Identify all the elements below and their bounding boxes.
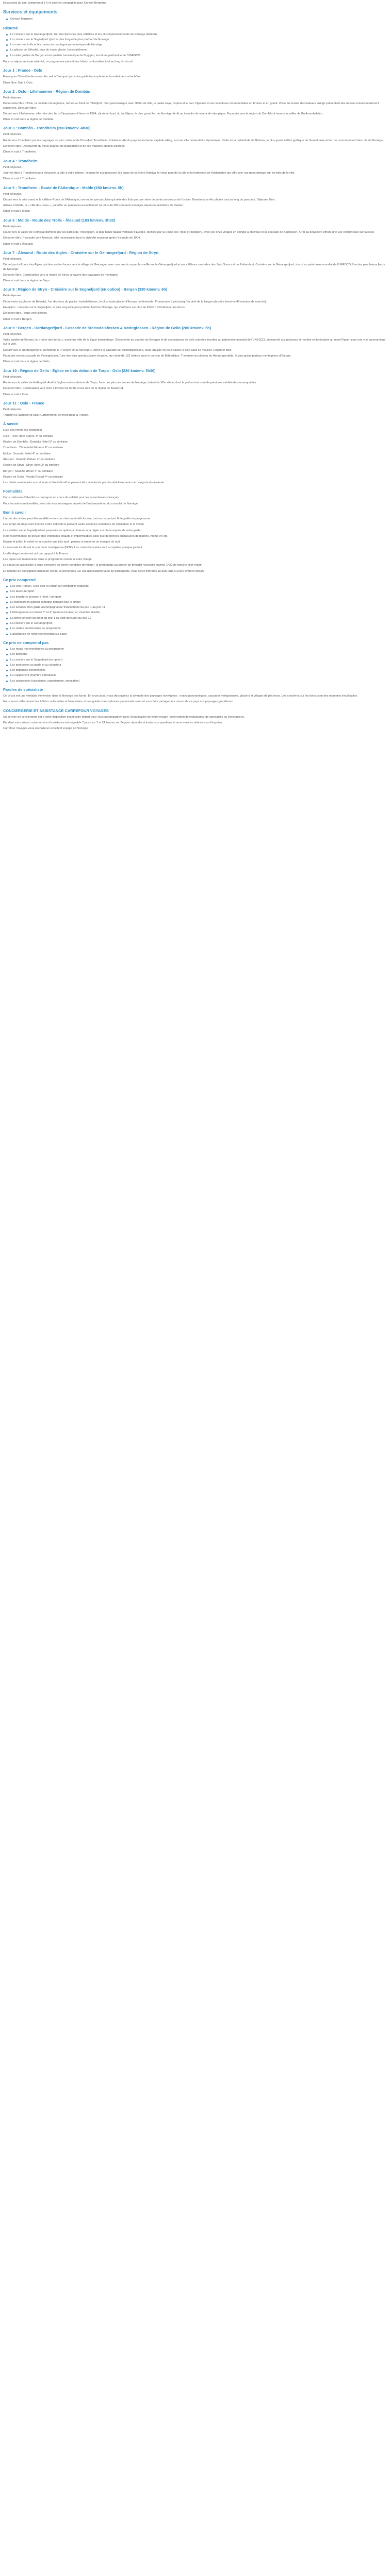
list-item: La visite guidée de Bergen et du quartier hanséatique de Bryggen, inscrit au patrimoine de l'UNESCO.	[10, 54, 388, 58]
paragraph: Pendant votre séjour, notre service d'assistance est joignable 7 jours sur 7 et 24 heures sur 24 pour répondre à toutes vos questions et vous venir en aide en cas d'imprévu.	[3, 721, 223, 724]
bon-a-savoir-section	[3, 517, 388, 573]
day-paragraph: Dîner et nuit à Bergen.	[3, 317, 32, 321]
paragraph: Le décalage horaire est nul par rapport à la France.	[3, 552, 69, 555]
list-item: L'assistance de notre représentant sur place	[10, 632, 388, 636]
paroles-section	[3, 694, 388, 704]
day-paragraph: En option : croisière sur le Sognefjord, le plus long et le plus profond fjord de Norvège, qui s'enfonce sur plus de 200 km à l'intérieur des terres.	[3, 306, 186, 309]
paragraph: Les repas non mentionnés dans le programme restent à votre charge.	[3, 558, 93, 562]
day-paragraph: Découverte libre d'Oslo, la capitale norvégienne, nichée au fond de l'Oslofjord. Tour panoramique avec l'hôtel de ville, le palais royal, l'opéra et le parc Vigeland et ses sculptures monumentales en bronze et en granit. Visite du musée des bateaux vikings présentant des navires remarquablement conservés. Déjeuner libre.	[3, 102, 379, 110]
paragraph: Les temps de trajet sont donnés à titre indicatif et peuvent varier selon les conditions de circulation et la météo.	[3, 523, 145, 527]
day-paragraph: Départ vers le Hardangerfjord, surnommé le « verger de la Norvège ». Arrêt à la cascade de Steinsdalsfossen, sous laquelle on peut passer à pied sans se mouiller. Déjeuner libre.	[3, 348, 233, 352]
day-title: Jour 9 : Bergen - Hardangerfjord - Cascade de Steinsdalsfossen & Vøringfossen - Région de Geilo (280 km/env. 5h)	[3, 325, 211, 330]
list-item: Les pourboires au guide et au chauffeur	[10, 663, 388, 667]
hotels-section	[3, 428, 388, 485]
list-item: Le transport en autocar climatisé pendant tout le circuit	[10, 600, 388, 604]
list-item: L'hébergement en hôtels 3* et 4* (normes locales) en chambre double	[10, 611, 388, 615]
paragraph: Le nombre de participants minimum est de 15 personnes. En cas d'annulation faute de participants, vous serez informés au plus tard 21 jours avant le départ.	[3, 569, 205, 573]
bon-a-savoir-heading: Bon à savoir	[3, 510, 26, 515]
day-paragraph: Petit-déjeuner.	[3, 375, 22, 379]
paragraph: Un service de conciergerie est à votre disposition avant votre départ pour vous accompagner dans l'organisation de votre voyage : réservation de restaurants, de spectacles ou d'excursions.	[3, 715, 245, 719]
itinerary	[3, 68, 388, 417]
conciergerie-section	[3, 715, 388, 731]
list-item: La route des trolls et les routes de montagne panoramiques de Norvège.	[10, 43, 388, 47]
paragraph: Pour les autres nationalités, merci de vous renseigner auprès de l'ambassade ou du consulat de Norvège.	[3, 502, 139, 505]
paragraph: Ålesund : Scandic Parken 4* ou similaire	[3, 457, 55, 461]
paragraph: L'ordre des visites peut être modifié en fonction des impératifs locaux, tout en respectant l'intégralité du programme.	[3, 517, 151, 520]
day-paragraph: Déjeuner libre. Route vers Bergen.	[3, 312, 48, 315]
paragraph: La croisière sur le Sognefjord est proposée en option, à réserver et à régler sur place auprès de votre guide.	[3, 529, 141, 532]
list-item: Les services d'un guide-accompagnateur francophone du jour 1 au jour 11	[10, 605, 388, 609]
day-paragraph: Dîner et nuit à Ålesund.	[3, 242, 34, 246]
day-paragraph: Petit-déjeuner.	[3, 192, 22, 196]
day-title: Jour 3 : Dombås - Trondheim (200 km/env. 4h30)	[3, 126, 91, 131]
day-title: Jour 7 : Ålesund - Route des Aigles - Croisière sur le Geirangerfjord - Région de Stryn	[3, 250, 159, 255]
paragraph: La monnaie locale est la couronne norvégienne (NOK). Les cartes bancaires sont acceptées presque partout.	[3, 546, 143, 550]
day-paragraph: Dîner et nuit dans la région de Stryn.	[3, 279, 51, 283]
list-item: La demi-pension du dîner du jour 1 au petit-déjeuner du jour 11	[10, 616, 388, 620]
day-paragraph: Route vers la vallée de Hallingdal. Arrêt à l'église en bois debout de Torpo, l'une des plus anciennes de Norvège, datant du XIIe siècle, dont le plafond est orné de peintures médiévales remarquables.	[3, 381, 257, 384]
day-paragraph: Découverte du glacier de Briksdal, l'un des bras du glacier Jostedalsbreen, le plus vaste glacier d'Europe continentale. Promenade à pied jusqu'au pied de la langue glaciaire (environ 45 minutes de marche).	[3, 300, 267, 303]
list-item: La croisière sur le Sognefjord (en option)	[10, 658, 388, 662]
list-item: La croisière sur le Geirangerfjord	[10, 621, 388, 625]
paragraph: Nous avons sélectionné des hôtels confortables et bien situés, et nos guides francophones passionnés sauront vous faire partager leur amour de ce pays aux paysages grandioses.	[3, 700, 234, 704]
list-item: Les repas non mentionnés au programme	[10, 647, 388, 651]
prix-comprend-list	[3, 584, 388, 636]
day-paragraph: Dîner et nuit à Trondheim.	[3, 150, 37, 154]
intro-text: Excursions du jour comprenant 1 h et arrêt en compagnie pour Conwel Bergerne	[3, 2, 106, 5]
day-title: Jour 2 : Oslo - Lillehammer - Région de Dombås	[3, 89, 90, 94]
day-paragraph: Petit-déjeuner.	[3, 225, 22, 228]
day-paragraph: Déjeuner libre. Poursuite vers Ålesund, ville reconstruite dans le style Art nouveau après l'incendie de 1904.	[3, 236, 141, 240]
day-title: Jour 11 : Oslo - France	[3, 400, 44, 405]
list-item: Le supplément chambre individuelle	[10, 673, 388, 677]
list-item: Le croisière sur le Geirangerfjord, l'un des fjords les plus célèbres et les plus impressionnants de Norvège (bateau).	[10, 32, 388, 37]
day-paragraph: Dîner et nuit dans la région de Geilo.	[3, 360, 51, 364]
paragraph: Bergen : Scandic Ørnen 4* ou similaire	[3, 469, 53, 473]
day-paragraph: Petit-déjeuner.	[3, 294, 22, 298]
hotels-heading: À savoir	[3, 421, 19, 427]
paragraph: Région de Geilo : Vestlia Resort 4* ou similaire	[3, 475, 63, 479]
day-paragraph: Départ par la Route des Aigles qui descend en lacets vers le village de Geiranger, avec une vue à couper le souffle sur le Geirangerfjord et ses célèbres cascades des Sept Sœurs et du Prétendant. Croisière sur le Geirangerfjord, inscrit au patrimoine mondial de l'UNESCO, l'un des plus beaux fjords de Norvège.	[3, 263, 385, 271]
day-paragraph: Route vers Trondheim par les paysages du parc national de Dovrefjell. Trondheim, troisième ville du pays et ancienne capitale viking, est une ville universitaire dynamique. Visite de la cathédrale de Nidaros, le plus grand édifice gothique de Scandinavie et lieu de couronnement des rois de Norvège.	[3, 139, 384, 142]
prix-ne-comprend-heading: Ce prix ne comprend pas	[3, 640, 49, 645]
day-title: Jour 10 : Région de Geilo - Église en bois debout de Torpo - Oslo (220 km/env. 3h30)	[3, 368, 156, 373]
day-paragraph: Déjeuner libre. Découverte du vieux quartier de Bakklandet et de ses maisons en bois colorées.	[3, 145, 125, 148]
paragraph: Carrefour Voyages vous souhaite un excellent voyage en Norvège !	[3, 727, 90, 731]
paragraph: Les hôtels mentionnés sont donnés à titre indicatif et peuvent être remplacés par des établissements de catégorie équivalente.	[3, 481, 165, 485]
day-paragraph: Départ vers Lillehammer, ville hôte des Jeux Olympiques d'hiver de 1994, située au bord du lac Mjøsa, le plus grand lac de Norvège. Arrêt au tremplin de saut à ski olympique. Poursuite vers la région de Dombås à travers la vallée de Gudbrandsdalen.	[3, 112, 323, 115]
day-paragraph: Départ vers la côte ouest et la célèbre Route de l'Atlantique, une route spectaculaire qui relie des îlots par une série de ponts au-dessus de l'océan. Nombreux arrêts photos tout au long du parcours. Déjeuner libre.	[3, 198, 275, 201]
day-paragraph: Poursuite vers la cascade de Vøringfossen, l'une des plus spectaculaires du pays, qui chute de 182 mètres dans le canyon de Måbødalen. Traversée du plateau du Hardangervidda, le plus grand plateau montagneux d'Europe.	[3, 354, 292, 358]
list-item: Les boissons	[10, 652, 388, 656]
paragraph: Molde : Scandic Seilet 4* ou similaire	[3, 452, 51, 455]
day-paragraph: Journée libre à Trondheim pour découvrir la ville à votre rythme : le marché aux poissons, les quais de la rivière Nidelva, le vieux pont de la ville et la forteresse de Kristiansten qui offre une vue panoramique sur les toits de la ville.	[3, 171, 296, 175]
day-paragraph: Dîner et nuit à Molde.	[3, 210, 31, 213]
day-paragraph: Route vers la vallée de Romsdal dominée par les parois du Trollveggen, la plus haute falaise verticale d'Europe. Montée par la Route des Trolls (Trollstigen), avec ses onze virages en épingle à cheveux et sa cascade de Stigfossen. Arrêt au belvédère offrant une vue vertigineuse sur la route.	[3, 231, 375, 234]
services-heading: Services et équipements	[3, 9, 58, 15]
list-item: Le glacier de Briksdal, bras du vaste glacier Jostedalsbreen.	[10, 48, 388, 52]
day-paragraph: Petit-déjeuner.	[3, 332, 22, 336]
day-paragraph: Transfert à l'aéroport d'Oslo (Gardermoen) et envol pour la France.	[3, 414, 89, 417]
paragraph: Ce circuit est une véritable immersion dans la Norvège des fjords. En onze jours, vous découvrirez la diversité des paysages norvégiens : routes panoramiques, cascades vertigineuses, glaciers et villages de pêcheurs. Les croisières sur les fjords sont des moments inoubliables.	[3, 694, 358, 698]
conciergerie-heading: CONCIERGERIE ET ASSISTANCE CARREFOUR VOYAGES	[3, 708, 109, 713]
day-paragraph: Petit-déjeuner.	[3, 165, 22, 169]
voyage-heading: Résumé	[3, 25, 18, 30]
list-item: Les dépenses personnelles	[10, 668, 388, 672]
day-paragraph: Petit-déjeuner.	[3, 257, 22, 261]
list-item: Conwel Bergerne	[10, 17, 388, 21]
paragraph: Le circuit est accessible à toute personne en bonne condition physique ; la promenade au glacier de Briksdal nécessite environ 1h30 de marche aller-retour.	[3, 564, 203, 567]
paragraph: Liste des hôtels (ou similaires) :	[3, 429, 44, 432]
day-paragraph: Visite guidée de Bergen, la « porte des fjords », ancienne ville de la Ligue hanséatique. Découverte du quartier de Bryggen et de ses maisons de bois colorées inscrites au patrimoine mondial de l'UNESCO, du marché aux poissons et montée en funiculaire au mont Fløyen pour une vue panoramique sur la ville.	[3, 338, 386, 346]
paragraph: Région de Dombås : Dombås Hotel 3* ou similaire	[3, 440, 68, 444]
paragraph: Oslo : Thon Hotel Opera 4* ou similaire	[3, 434, 54, 438]
list-item: Les visites mentionnées au programme	[10, 626, 388, 631]
day-title: Jour 1 : France - Oslo	[3, 68, 42, 73]
day-paragraph: Dîner et nuit dans la région de Dombås.	[3, 118, 54, 122]
voyage-list	[3, 32, 388, 58]
day-paragraph: Arrivée à Molde, la « ville des roses », qui offre un panorama exceptionnel sur plus de 200 sommets enneigés depuis le belvédère de Varden.	[3, 204, 184, 208]
day-paragraph: Déjeuner libre. Continuation vers la région de Stryn, à travers des paysages de montagne.	[3, 273, 119, 277]
list-item: Les vols France / Oslo aller et retour sur compagnie régulière	[10, 584, 388, 588]
day-title: Jour 5 : Trondheim - Route de l'Atlantique - Molde (280 km/env. 5h)	[3, 185, 124, 190]
day-title: Jour 4 : Trondheim	[3, 158, 38, 163]
day-title: Jour 6 : Molde - Route des Trolls - Ålesund (193 km/env. 3h30)	[3, 217, 116, 223]
day-paragraph: Dîner libre. Nuit à Oslo.	[3, 81, 34, 84]
day-paragraph: Dîner et nuit à Trondheim.	[3, 177, 37, 181]
paragraph: Il est recommandé de prévoir des vêtements chauds et imperméables ainsi que de bonnes chaussures de marche, même en été.	[3, 534, 168, 538]
page-content	[0, 0, 391, 731]
day-paragraph: Déjeuner libre. Continuation vers Oslo à travers les forêts et les lacs de la région de Buskerud.	[3, 387, 124, 391]
list-item: Les assurances (assistance, rapatriement, annulation)	[10, 679, 388, 683]
voyage-note: Pour un séjour en toute sérénité, ce programme prévoit des hôtels confortables tout au long du circuit.	[3, 60, 134, 64]
formalites-section	[3, 496, 388, 506]
paragraph: Carte nationale d'identité ou passeport en cours de validité pour les ressortissants français.	[3, 496, 120, 500]
paragraph: En juin et juillet, le soleil ne se couche que très tard : pensez à emporter un masque de nuit.	[3, 540, 121, 544]
list-item: Les transferts aéroport / hôtel / aéroport	[10, 595, 388, 599]
prix-ne-comprend-list	[3, 647, 388, 683]
list-item: La croisière sur le Sognefjord, fjord le plus long et le plus profond de Norvège.	[10, 38, 388, 42]
day-paragraph: Petit-déjeuner.	[3, 408, 22, 411]
paragraph: Trondheim : Thon Hotel Nidaros 4* ou similaire	[3, 446, 63, 450]
list-item: Les taxes aéroport	[10, 589, 388, 594]
paroles-heading: Paroles de spécialiste	[3, 687, 43, 692]
formalites-heading: Formalités	[3, 489, 23, 494]
day-paragraph: Petit-déjeuner.	[3, 133, 22, 137]
paragraph: Région de Stryn : Stryn Hotel 3* ou similaire	[3, 464, 60, 467]
day-paragraph: Dîner et nuit à Oslo.	[3, 393, 29, 396]
prix-comprend-heading: Ce prix comprend	[3, 577, 36, 582]
services-list	[3, 17, 388, 21]
day-paragraph: Envol pour Oslo (Gardermoen). Accueil à l'aéroport par votre guide francophone et transfert vers votre hôtel.	[3, 75, 141, 79]
day-title: Jour 8 : Région de Stryn - Croisière sur le Sognefjord (en option) - Bergen (330 km/env. 6h)	[3, 287, 168, 292]
day-paragraph: Petit-déjeuner.	[3, 96, 22, 99]
